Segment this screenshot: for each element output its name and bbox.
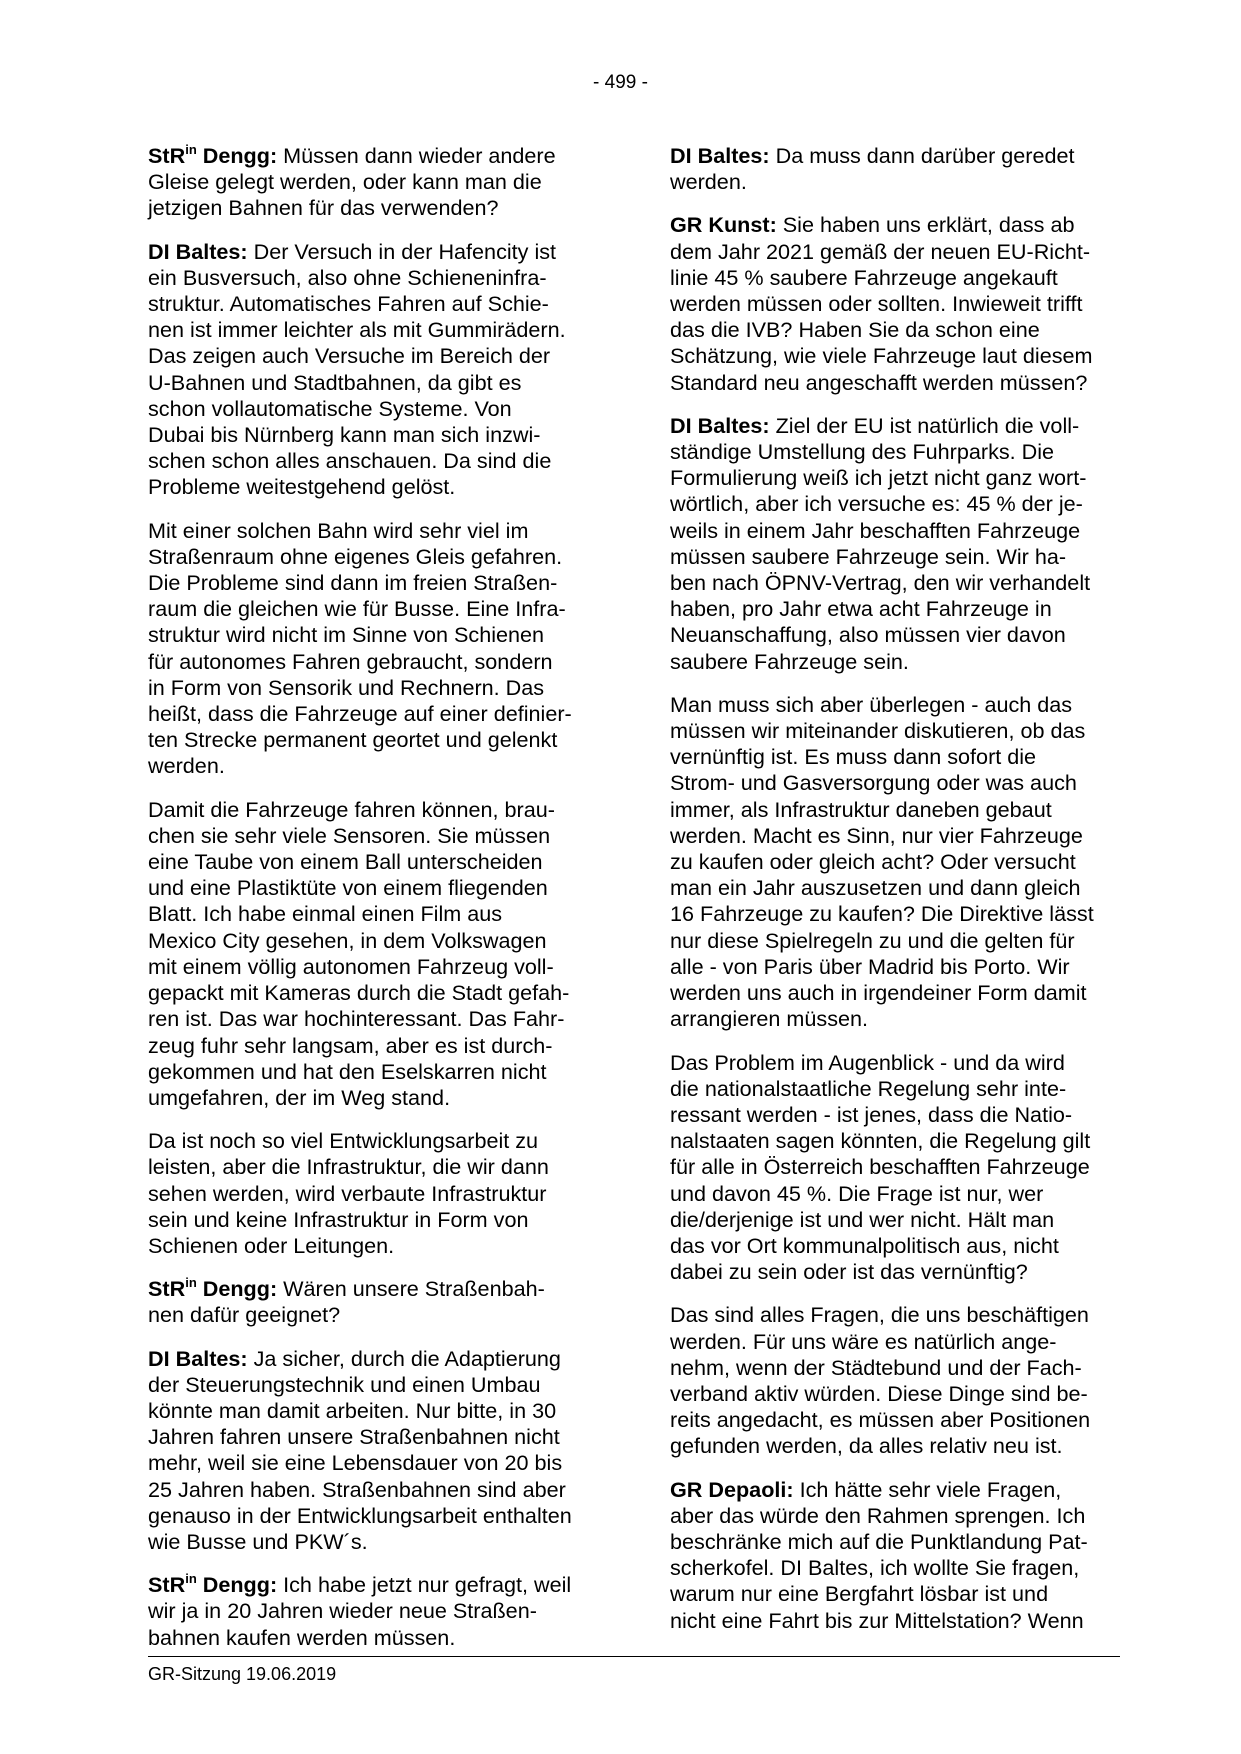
line-text: nalstaaten sagen könnten, die Regelung gilt [670,1128,1091,1154]
text-line [148,370,608,396]
speaker-label [148,1276,277,1301]
line-text: ein Busversuch, also ohne Schieneninfra- [148,264,547,290]
line-text: 25 Jahren haben. Straßenbahnen sind aber [148,1476,566,1502]
text-line [148,1625,608,1651]
text-line [670,239,1130,265]
text-line [148,1503,608,1529]
line-text: verband aktiv würden. Diese Dinge sind be- [670,1380,1088,1406]
text-line [670,370,1130,396]
text-line [670,1207,1130,1233]
text-line [670,770,1130,796]
paragraph [670,143,1130,195]
text-line [670,1477,1130,1503]
line-text: Ich hätte sehr viele Fragen, [793,1476,1062,1502]
paragraph [148,239,608,501]
text-line [670,849,1130,875]
speaker-name: Dengg: [196,143,278,168]
line-text: das vor Ort kommunalpolitisch aus, nicht [670,1232,1059,1258]
paragraph [148,518,608,780]
line-text: gefunden werden, da alles relativ neu ist. [670,1433,1063,1459]
line-text: raum die gleichen wie für Busse. Eine Infra- [148,596,566,622]
line-text: wie Busse und PKW´s. [148,1528,368,1554]
text-line [670,491,1130,517]
line-text: weils in einem Jahr beschafften Fahrzeuge [670,517,1081,543]
text-line [148,195,608,221]
text-line [148,343,608,369]
paragraph [670,413,1130,675]
line-text: werden. [148,753,225,779]
line-text: Der Versuch in der Hafencity ist [247,238,557,264]
text-line [670,1581,1130,1607]
text-line [148,1398,608,1424]
text-line [670,1128,1130,1154]
right-column [670,143,1130,1651]
speaker-label [670,143,770,168]
text-line [148,396,608,422]
line-text: Das Problem im Augenblick - und da wird [670,1049,1065,1075]
line-text: Formulierung weiß ich jetzt nicht ganz wort- [670,465,1087,491]
text-line [670,1154,1130,1180]
text-line [670,954,1130,980]
line-text: Strom- und Gasversorgung oder was auch [670,770,1077,796]
speaker-name: Dengg: [196,1276,278,1302]
paragraph [670,1477,1130,1634]
line-text: Man muss sich aber überlegen - auch das [670,691,1073,717]
text-line [670,439,1130,465]
text-line [148,239,608,265]
line-text: Dubai bis Nürnberg kann man sich inzwi- [148,422,541,448]
line-text: die/derjenige ist und wer nicht. Hält man [670,1206,1055,1232]
line-text: bahnen kaufen werden müssen. [148,1624,456,1650]
line-text: der Steuerungstechnik und einen Umbau [148,1371,541,1397]
line-text: das die IVB? Haben Sie da schon eine [670,317,1040,343]
line-text: werden. Für uns wäre es natürlich ange- [670,1328,1057,1354]
text-line [148,1276,608,1302]
speaker-label [148,1346,248,1371]
text-line [148,1006,608,1032]
text-line [670,928,1130,954]
line-text: Müssen dann wieder andere [277,143,556,168]
text-line [670,875,1130,901]
text-line [148,823,608,849]
text-line [148,544,608,570]
text-line [148,928,608,954]
text-line [670,544,1130,570]
line-text: gekommen und hat den Eselskarren nicht [148,1058,547,1084]
text-line [670,649,1130,675]
text-line [148,1450,608,1476]
line-text: nen dafür geeignet? [148,1302,341,1328]
text-line [148,570,608,596]
line-text: chen sie sehr viele Sensoren. Sie müssen [148,822,551,848]
line-text: sehen werden, wird verbaute Infrastruktur [148,1180,547,1206]
speaker-title: GR Kunst: [670,212,777,238]
line-text: U-Bahnen und Stadtbahnen, da gibt es [148,369,522,395]
text-line [670,622,1130,648]
line-text: Die Probleme sind dann im freien Straßen- [148,570,558,596]
text-line [148,596,608,622]
text-line [148,1207,608,1233]
line-text: nur diese Spielregeln zu und die gelten für [670,927,1075,953]
line-text: dem Jahr 2021 gemäß der neuen EU-Richt- [670,238,1091,264]
text-line [670,212,1130,238]
text-line [670,1503,1130,1529]
text-line [670,1302,1130,1328]
paragraph [148,1346,608,1556]
text-line [148,1128,608,1154]
text-line [148,622,608,648]
paragraph [670,1050,1130,1286]
speaker-title: DI Baltes: [148,1345,248,1371]
line-text: Blatt. Ich habe einmal einen Film aus [148,901,503,927]
speaker-title-suffix: in [185,1274,197,1290]
line-text: Schienen oder Leitungen. [148,1232,395,1258]
line-text: Das zeigen auch Versuche im Bereich der [148,343,551,369]
line-text: Probleme weitestgehend gelöst. [148,474,456,500]
line-text: Schätzung, wie viele Fahrzeuge laut diesem [670,343,1093,369]
text-line [670,1433,1130,1459]
speaker-title-suffix: in [185,141,197,157]
line-text: und eine Plastiktüte von einem fliegenden [148,875,548,901]
line-text: Da ist noch so viel Entwicklungsarbeit zu [148,1128,539,1154]
page-number: - 499 - [593,72,648,93]
footer-session-date: GR-Sitzung 19.06.2019 [148,1664,337,1684]
paragraph [148,797,608,1111]
line-text: Standard neu angeschafft werden müssen? [670,369,1088,395]
speaker-title: DI Baltes: [670,412,770,438]
speaker-label [148,143,277,168]
line-text: struktur. Automatisches Fahren auf Schie- [148,291,549,317]
line-text: Das sind alles Fragen, die uns beschäftigen [670,1302,1089,1328]
text-line [670,823,1130,849]
text-line [670,518,1130,544]
line-text: schen schon alles anschauen. Da sind die [148,448,552,474]
line-text: müssen saubere Fahrzeuge sein. Wir ha- [670,543,1067,569]
text-line [148,849,608,875]
line-text: eine Taube von einem Ball unterscheiden [148,849,543,875]
speaker-label [148,239,248,264]
paragraph [670,1302,1130,1459]
line-text: für autonomes Fahren gebraucht, sondern [148,648,553,674]
text-line [148,317,608,343]
line-text: warum nur eine Bergfahrt lösbar ist und [670,1581,1049,1607]
line-text: leisten, aber die Infrastruktur, die wir dann [148,1154,549,1180]
text-line [670,343,1130,369]
line-text: Mit einer solchen Bahn wird sehr viel im [148,517,529,543]
line-text: aber das würde den Rahmen sprengen. Ich [670,1502,1086,1528]
text-line [670,169,1130,195]
text-line [148,143,608,169]
line-text: werden uns auch in irgendeiner Form damit [670,980,1087,1006]
text-line [670,1076,1130,1102]
text-line [670,1555,1130,1581]
paragraph [148,1128,608,1259]
text-line [148,875,608,901]
text-line [148,448,608,474]
text-line [670,265,1130,291]
text-line [670,465,1130,491]
line-text: umgefahren, der im Weg stand. [148,1084,451,1110]
line-text: Da muss dann darüber geredet [769,143,1075,168]
text-line [670,1006,1130,1032]
line-text: ten Strecke permanent geortet und gelenkt [148,727,558,753]
line-text: Ich habe jetzt nur gefragt, weil [277,1572,572,1598]
line-text: die nationalstaatliche Regelung sehr inte- [670,1075,1067,1101]
text-line [670,692,1130,718]
line-text: müssen wir miteinander diskutieren, ob das [670,718,1086,744]
speaker-label [670,1477,794,1502]
line-text: mit einem völlig autonomen Fahrzeug voll- [148,953,554,979]
text-line [148,954,608,980]
text-line [670,797,1130,823]
text-line [670,570,1130,596]
line-text: nehm, wenn der Städtebund und der Fach- [670,1354,1082,1380]
line-text: sein und keine Infrastruktur in Form von [148,1206,529,1232]
text-line [148,797,608,823]
text-line [148,1346,608,1372]
line-text: linie 45 % saubere Fahrzeuge angekauft [670,264,1058,290]
line-text: reits angedacht, es müssen aber Positionen [670,1407,1091,1433]
text-line [148,1154,608,1180]
speaker-title-suffix: in [185,1570,197,1586]
text-line [148,474,608,500]
footer-divider [148,1656,1120,1657]
text-line [148,1477,608,1503]
line-text: scherkofel. DI Baltes, ich wollte Sie fragen, [670,1555,1080,1581]
line-text: Jahren fahren unsere Straßenbahnen nicht [148,1424,560,1450]
line-text: Damit die Fahrzeuge fahren können, brau- [148,796,555,822]
paragraph [670,692,1130,1033]
text-line [148,1302,608,1328]
line-text: werden. [670,169,747,195]
left-column [148,143,608,1668]
text-line [148,265,608,291]
text-line [148,649,608,675]
text-line [148,1598,608,1624]
line-text: saubere Fahrzeuge sein. [670,648,909,674]
speaker-title: DI Baltes: [148,238,248,264]
line-text: genauso in der Entwicklungsarbeit enthalten [148,1502,572,1528]
text-line [670,1381,1130,1407]
text-line [148,1181,608,1207]
text-line [670,1407,1130,1433]
text-line [670,1050,1130,1076]
line-text: wörtlich, aber ich versuche es: 45 % der je- [670,491,1083,517]
text-line [670,143,1130,169]
line-text: man ein Jahr auszusetzen und dann gleich [670,875,1081,901]
line-text: arrangieren müssen. [670,1006,869,1032]
line-text: immer, als Infrastruktur daneben gebaut [670,796,1052,822]
text-line [670,596,1130,622]
speaker-title: GR Depaoli: [670,1476,794,1502]
text-line [670,413,1130,439]
text-line [148,169,608,195]
line-text: Straßenraum ohne eigenes Gleis gefahren. [148,543,563,569]
text-line [670,1608,1130,1634]
line-text: wir ja in 20 Jahren wieder neue Straßen- [148,1598,537,1624]
line-text: jetzigen Bahnen für das verwenden? [148,195,499,221]
speaker-title: StR [148,143,186,168]
line-text: alle - von Paris über Madrid bis Porto. Wir [670,953,1070,979]
line-text: Mexico City gesehen, in dem Volkswagen [148,927,547,953]
line-text: für alle in Österreich beschafften Fahrzeuge [670,1154,1090,1180]
text-line [148,901,608,927]
paragraph [670,212,1130,395]
text-line [670,744,1130,770]
text-line [670,718,1130,744]
speaker-title: DI Baltes: [670,143,770,168]
line-text: heißt, dass die Fahrzeuge auf einer definier- [148,701,572,727]
line-text: haben, pro Jahr etwa acht Fahrzeuge in [670,596,1052,622]
line-text: 16 Fahrzeuge zu kaufen? Die Direktive lässt [670,901,1094,927]
text-line [670,1355,1130,1381]
text-line [148,1233,608,1259]
speaker-title: StR [148,1276,186,1302]
line-text: mehr, weil sie eine Lebensdauer von 20 bis [148,1450,563,1476]
line-text: ressant werden - ist jenes, dass die Natio- [670,1101,1073,1127]
line-text: nicht eine Fahrt bis zur Mittelstation? Wenn [670,1607,1084,1633]
text-line [148,675,608,701]
line-text: zu kaufen oder gleich acht? Oder versucht [670,849,1076,875]
line-text: zeug fuhr sehr langsam, aber es ist durch- [148,1032,553,1058]
line-text: in Form von Sensorik und Rechnern. Das [148,674,545,700]
text-line [148,701,608,727]
text-line [148,1424,608,1450]
line-text: vernünftig ist. Es muss dann sofort die [670,744,1037,770]
line-text: ben nach ÖPNV-Vertrag, den wir verhandelt [670,570,1091,596]
speaker-label [670,413,770,438]
text-line [148,291,608,317]
text-line [670,1529,1130,1555]
text-line [148,1529,608,1555]
line-text: Sie haben uns erklärt, dass ab [776,212,1075,238]
line-text: Ja sicher, durch die Adaptierung [247,1345,561,1371]
line-text: schon vollautomatische Systeme. Von [148,395,512,421]
text-line [670,980,1130,1006]
line-text: dabei zu sein oder ist das vernünftig? [670,1259,1028,1285]
line-text: werden. Macht es Sinn, nur vier Fahrzeuge [670,822,1083,848]
paragraph [148,1572,608,1651]
line-text: Neuanschaffung, also müssen vier davon [670,622,1066,648]
line-text: struktur wird nicht im Sinne von Schienen [148,622,545,648]
speaker-name: Dengg: [196,1572,278,1598]
text-line [148,1059,608,1085]
text-line [148,753,608,779]
text-line [670,901,1130,927]
text-line [148,1572,608,1598]
line-text: ren ist. Das war hochinteressant. Das Fahr- [148,1006,565,1032]
speaker-title: StR [148,1572,186,1598]
speaker-label [148,1572,277,1597]
line-text: Ziel der EU ist natürlich die voll- [769,412,1080,438]
line-text: Wären unsere Straßenbah- [277,1276,545,1302]
line-text: gepackt mit Kameras durch die Stadt gefah- [148,980,570,1006]
text-line [670,1233,1130,1259]
text-line [670,1329,1130,1355]
paragraph [148,143,608,222]
text-line [670,1259,1130,1285]
text-line [148,980,608,1006]
text-line [670,1181,1130,1207]
line-text: ständige Umstellung des Fuhrparks. Die [670,439,1055,465]
text-line [148,727,608,753]
text-line [148,422,608,448]
paragraph [148,1276,608,1328]
text-line [148,1085,608,1111]
text-line [148,1372,608,1398]
text-line [148,1033,608,1059]
text-line [148,518,608,544]
line-text: und davon 45 %. Die Frage ist nur, wer [670,1180,1044,1206]
line-text: nen ist immer leichter als mit Gummirädern. [148,317,566,343]
line-text: beschränke mich auf die Punktlandung Pat- [670,1528,1088,1554]
line-text: Gleise gelegt werden, oder kann man die [148,169,542,195]
text-line [670,317,1130,343]
text-line [670,1102,1130,1128]
speaker-label [670,212,777,237]
text-line [670,291,1130,317]
line-text: könnte man damit arbeiten. Nur bitte, in 30 [148,1397,557,1423]
line-text: werden müssen oder sollten. Inwieweit trifft [670,291,1083,317]
